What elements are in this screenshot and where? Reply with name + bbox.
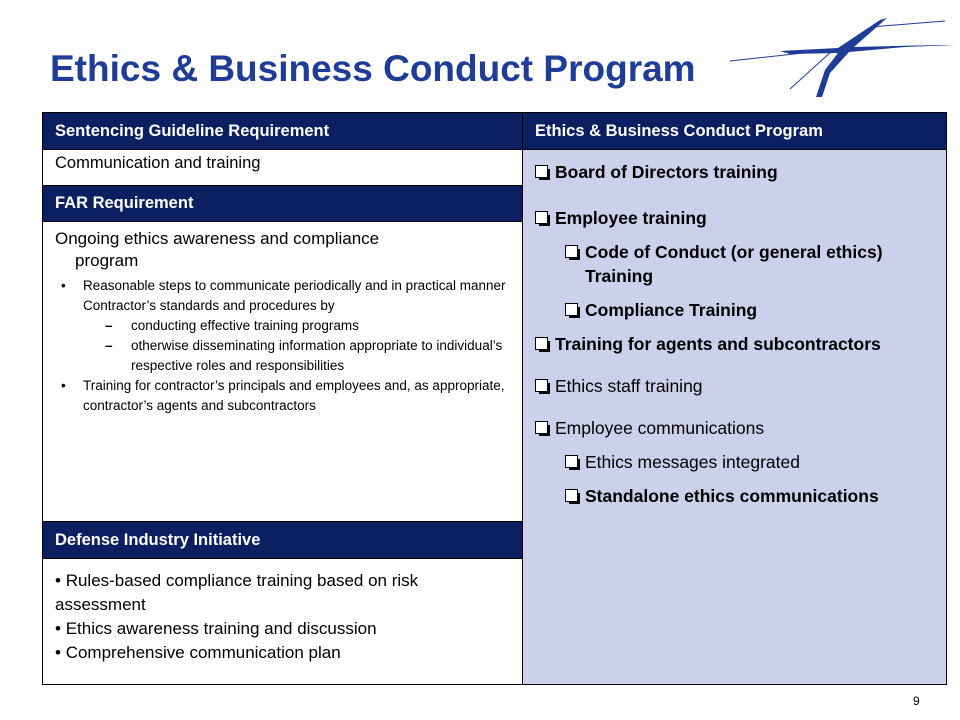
checkbox-icon [535,379,548,392]
far-subbullet: – conducting effective training programs [83,316,510,336]
checkbox-icon [565,489,578,502]
checkbox-icon [565,303,578,316]
far-bullet: • Training for contractor’s principals and employees and, as appropriate, contractor’s agents and subcontractors [55,376,510,416]
checklist-item: Ethics staff training [535,374,934,398]
far-subbullet: – otherwise disseminating information appropriate to individual’s respective roles and responsibilities [83,336,510,376]
far-subbullet-list [83,316,510,376]
dii-item: • Comprehensive communication plan [55,643,341,662]
star-logo-icon [730,15,955,100]
dii-cell [43,559,523,685]
checkbox-icon [535,337,548,350]
checklist-item: Standalone ethics communications [565,484,934,508]
checkbox-icon [535,421,548,434]
far-bullet-list [55,276,510,416]
checklist-item: Training for agents and subcontractors [535,332,934,356]
far-main-text: Ongoing ethics awareness and compliance [55,229,380,248]
checklist-item: Employee communications [535,416,934,440]
dii-item: • Ethics awareness training and discussion [55,619,377,638]
header-left: Sentencing Guideline Requirement [43,113,523,150]
far-header: FAR Requirement [43,186,523,222]
far-requirement-cell [43,222,523,522]
checklist-item: Employee training [535,206,934,230]
checklist-item: Compliance Training [565,298,934,322]
checklist-item: Board of Directors training [535,160,934,184]
sentencing-item: Communication and training [43,150,523,186]
checkbox-icon [565,455,578,468]
far-main-text: program [75,251,139,270]
page-number: 9 [913,694,920,708]
dii-item: • Rules-based compliance training based on risk assessment [55,571,419,614]
checkbox-icon [535,211,548,224]
page-title: Ethics & Business Conduct Program [50,48,696,89]
checklist-item: Ethics messages integrated [565,450,934,474]
far-bullet: • Reasonable steps to communicate periodically and in practical manner Contractor’s standards and procedures by – conducting effective training programs – otherwise disseminating information appropriate to individual’s respective roles and responsibilities [55,276,510,376]
checkbox-icon [535,165,548,178]
checkbox-icon [565,245,578,258]
program-table [42,112,947,685]
program-cell [523,150,947,685]
checklist-item: Code of Conduct (or general ethics) Training [565,240,934,288]
header-right: Ethics & Business Conduct Program [523,113,947,150]
dii-header: Defense Industry Initiative [43,522,523,559]
